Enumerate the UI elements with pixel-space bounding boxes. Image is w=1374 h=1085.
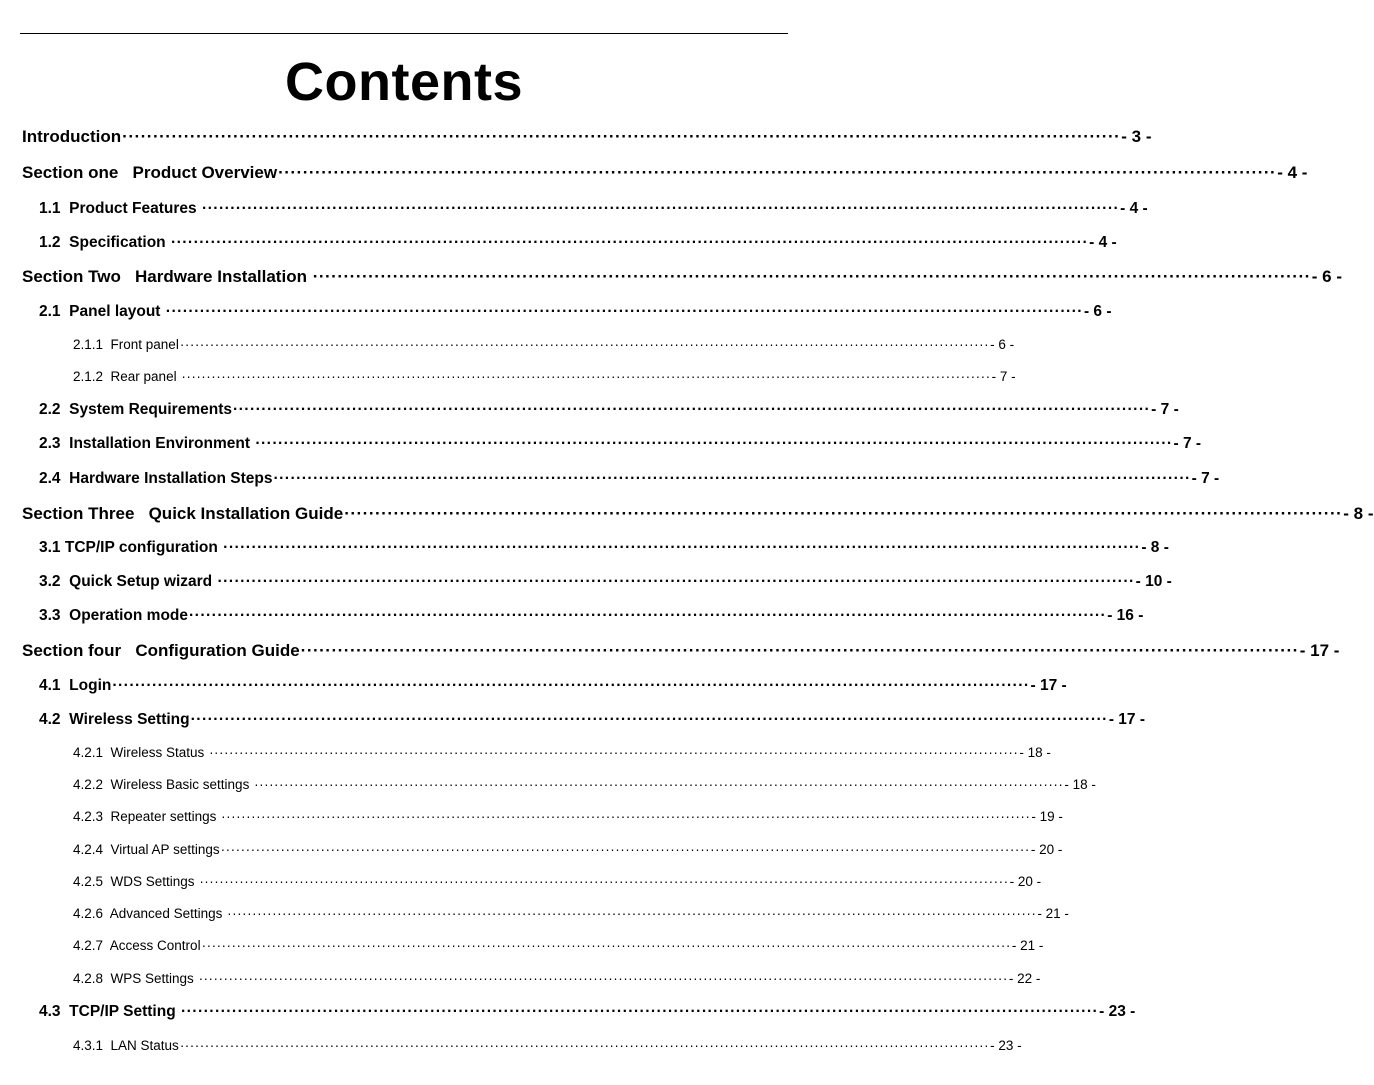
toc-leader: ·································································································································································· (232, 401, 1151, 418)
toc-entry-label: 4.2.3 Repeater settings (73, 809, 221, 824)
toc-leader: ·································································································································································· (217, 573, 1135, 590)
toc-entry-page: - 20 - (1009, 874, 1042, 889)
toc-entry-page: - 20 - (1030, 842, 1063, 857)
toc-entry-4-2-6[interactable] (73, 904, 1069, 924)
toc-leader: ·································································································································································· (190, 711, 1108, 728)
toc-entry-label: 4.2.4 Virtual AP settings (73, 842, 220, 857)
toc-leader: ·································································································································································· (199, 874, 1009, 889)
toc-entry-label: 2.3 Installation Environment (39, 435, 255, 452)
toc-entry-label: Section Two Hardware Installation (22, 267, 312, 286)
toc-leader: ·································································································································································· (209, 745, 1019, 760)
toc-leader: ·································································································································································· (201, 200, 1120, 217)
toc-entry-page: - 6 - (1311, 267, 1343, 286)
toc-entry-label: 1.2 Specification (39, 234, 170, 251)
toc-entry-page: - 8 - (1343, 504, 1374, 523)
toc-entry-3-1[interactable] (39, 537, 1169, 559)
toc-leader: ·································································································································································· (221, 809, 1031, 824)
toc-entry-page: - 6 - (1083, 303, 1112, 320)
toc-entry-page: - 16 - (1107, 607, 1144, 624)
toc-entry-label: 3.3 Operation mode (39, 607, 189, 624)
toc-entry-label: Section four Configuration Guide (22, 641, 300, 660)
toc-entry-page: - 18 - (1019, 745, 1051, 760)
toc-entry-4-1[interactable] (39, 675, 1067, 697)
toc-leader: ·································································································································································· (165, 303, 1083, 320)
toc-entry-label: 2.2 System Requirements (39, 401, 232, 418)
toc-entry-page: - 10 - (1135, 573, 1172, 590)
toc-entry-page: - 4 - (1089, 234, 1117, 251)
toc-leader: ·································································································································································· (254, 777, 1064, 792)
toc-leader: ·································································································································································· (181, 369, 991, 384)
toc-entry-label: Section Three Quick Installation Guide (22, 504, 344, 523)
toc-entry-page: - 17 - (1108, 711, 1145, 728)
toc-entry-2-1-2[interactable] (73, 367, 1016, 387)
toc-entry-4-2[interactable] (39, 709, 1145, 731)
toc-entry-label: 4.2.1 Wireless Status (73, 745, 209, 760)
toc-entry-section-three[interactable] (22, 502, 1374, 526)
toc-entry-label: 4.2 Wireless Setting (39, 711, 190, 728)
toc-entry-label: 4.2.8 WPS Settings (73, 971, 198, 986)
toc-entry-4-2-3[interactable] (73, 807, 1063, 827)
toc-leader: ·································································································································································· (344, 504, 1343, 523)
toc-leader: ·································································································································································· (273, 470, 1191, 487)
toc-entry-label: 4.2.2 Wireless Basic settings (73, 777, 254, 792)
toc-entry-page: - 7 - (991, 369, 1016, 384)
toc-entry-2-1[interactable] (39, 301, 1112, 323)
toc-leader: ·································································································································································· (180, 1003, 1099, 1020)
toc-entry-section-four[interactable] (22, 639, 1340, 663)
toc-entry-introduction[interactable] (22, 125, 1152, 149)
toc-entry-page: - 7 - (1191, 470, 1220, 487)
toc-entry-4-2-5[interactable] (73, 872, 1042, 892)
toc-leader: ·································································································································································· (300, 641, 1299, 660)
toc-leader: ·································································································································································· (201, 938, 1011, 953)
toc-entry-page: - 17 - (1299, 641, 1340, 660)
toc-entry-section-two[interactable] (22, 265, 1343, 289)
toc-entry-label: 4.2.5 WDS Settings (73, 874, 199, 889)
toc-entry-3-3[interactable] (39, 605, 1144, 627)
toc-entry-2-2[interactable] (39, 399, 1179, 421)
toc-entry-label: 4.3.1 LAN Status (73, 1038, 179, 1053)
toc-entry-label: 4.2.6 Advanced Settings (73, 906, 227, 921)
toc-entry-label: 4.3 TCP/IP Setting (39, 1003, 180, 1020)
toc-entry-2-1-1[interactable] (73, 335, 1015, 355)
toc-entry-3-2[interactable] (39, 571, 1172, 593)
toc-leader: ·································································································································································· (179, 337, 990, 352)
toc-leader: ·································································································································································· (312, 267, 1311, 286)
toc-entry-4-3[interactable] (39, 1001, 1136, 1023)
toc-entry-page: - 7 - (1151, 401, 1179, 418)
toc-entry-page: - 21 - (1011, 938, 1044, 953)
toc-entry-label: 4.2.7 Access Control (73, 938, 201, 953)
toc-leader: ·································································································································································· (255, 435, 1173, 452)
toc-entry-page: - 23 - (990, 1038, 1022, 1053)
toc-leader: ·································································································································································· (198, 971, 1008, 986)
toc-leader: ·································································································································································· (122, 127, 1121, 146)
toc-entry-label: 2.4 Hardware Installation Steps (39, 470, 273, 487)
toc-leader: ·································································································································································· (227, 906, 1037, 921)
toc-entry-page: - 4 - (1120, 200, 1148, 217)
toc-entry-label: 2.1.2 Rear panel (73, 369, 181, 384)
toc-entry-2-4[interactable] (39, 468, 1220, 490)
toc-leader: ·································································································································································· (170, 234, 1089, 251)
toc-entry-4-3-1[interactable] (73, 1036, 1022, 1056)
toc-entry-section-one[interactable] (22, 161, 1308, 185)
toc-entry-1-2[interactable] (39, 232, 1117, 254)
toc-leader: ·································································································································································· (223, 539, 1141, 556)
toc-entry-2-3[interactable] (39, 433, 1202, 455)
toc-leader: ·································································································································································· (179, 1038, 990, 1053)
toc-entry-page: - 17 - (1030, 677, 1067, 694)
toc-entry-label: Section one Product Overview (22, 163, 278, 182)
toc-entry-page: - 4 - (1277, 163, 1308, 182)
toc-entry-page: - 6 - (990, 337, 1015, 352)
toc-leader: ·································································································································································· (278, 163, 1277, 182)
toc-leader: ·································································································································································· (189, 607, 1107, 624)
toc-entry-page: - 18 - (1064, 777, 1096, 792)
toc-entry-label: 2.1.1 Front panel (73, 337, 179, 352)
toc-entry-page: - 21 - (1037, 906, 1069, 921)
toc-entry-label: 1.1 Product Features (39, 200, 201, 217)
toc-entry-page: - 22 - (1008, 971, 1041, 986)
toc-entry-page: - 7 - (1173, 435, 1202, 452)
toc-entry-1-1[interactable] (39, 198, 1148, 220)
toc-entry-4-2-7[interactable] (73, 936, 1044, 956)
toc-entry-label: 4.1 Login (39, 677, 112, 694)
toc-entry-label: Introduction (22, 127, 122, 146)
toc-entry-page: - 19 - (1031, 809, 1063, 824)
toc-entry-page: - 8 - (1141, 539, 1169, 556)
toc-entry-4-2-2[interactable] (73, 775, 1096, 795)
toc-entry-4-2-8[interactable] (73, 969, 1041, 989)
toc-entry-label: 3.2 Quick Setup wizard (39, 573, 217, 590)
page-title: Contents (285, 52, 523, 112)
toc-leader: ·································································································································································· (112, 677, 1030, 694)
toc-entry-page: - 3 - (1121, 127, 1152, 146)
toc-entry-4-2-1[interactable] (73, 743, 1051, 763)
toc-entry-page: - 23 - (1099, 1003, 1136, 1020)
top-rule (20, 33, 788, 34)
toc-leader: ·································································································································································· (220, 842, 1030, 857)
toc-entry-4-2-4[interactable] (73, 840, 1063, 860)
toc-entry-label: 3.1 TCP/IP configuration (39, 539, 223, 556)
toc-entry-label: 2.1 Panel layout (39, 303, 165, 320)
